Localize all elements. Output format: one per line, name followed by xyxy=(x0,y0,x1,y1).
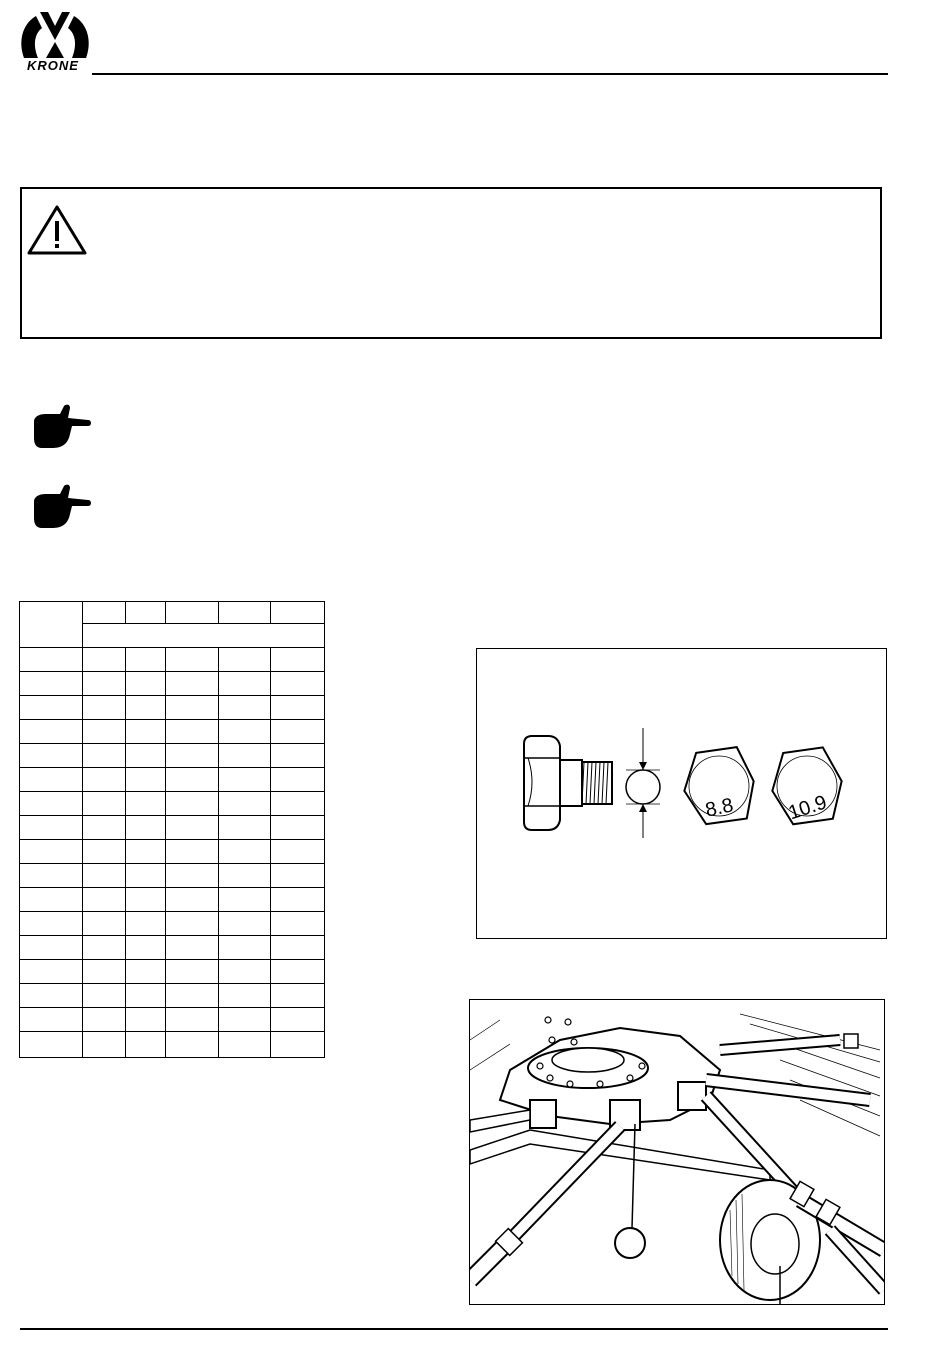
footer-rule xyxy=(20,1328,888,1330)
table-cell xyxy=(166,912,219,936)
table-row xyxy=(20,792,325,816)
table-cell xyxy=(83,984,126,1008)
table-cell xyxy=(20,744,83,768)
grade-label-left: 8.8 xyxy=(703,794,736,822)
table-cell xyxy=(126,648,166,672)
table-cell xyxy=(166,936,219,960)
table-cell xyxy=(126,960,166,984)
table-cell xyxy=(126,792,166,816)
table-cell xyxy=(83,696,126,720)
pointing-hand-icon xyxy=(30,484,92,530)
table-cell xyxy=(271,840,325,864)
table-cell xyxy=(20,672,83,696)
pointing-hand-icon xyxy=(30,404,92,450)
table-cell xyxy=(20,912,83,936)
table-row xyxy=(20,912,325,936)
table-cell xyxy=(219,816,271,840)
table-cell xyxy=(83,912,126,936)
warning-box xyxy=(20,187,882,339)
table-cell xyxy=(126,602,166,624)
table-cell xyxy=(219,792,271,816)
table-cell xyxy=(219,648,271,672)
table-cell xyxy=(166,792,219,816)
table-cell xyxy=(271,768,325,792)
table-cell xyxy=(219,768,271,792)
table-cell xyxy=(166,1008,219,1032)
table-cell xyxy=(20,984,83,1008)
table-row xyxy=(20,984,325,1008)
table-cell xyxy=(271,792,325,816)
table-cell xyxy=(271,672,325,696)
table-cell xyxy=(166,816,219,840)
table-cell xyxy=(126,696,166,720)
callout-circle-icon xyxy=(615,1228,645,1258)
torque-table xyxy=(19,601,325,1058)
table-cell xyxy=(83,1008,126,1032)
table-row xyxy=(20,1008,325,1032)
table-cell xyxy=(166,864,219,888)
table-cell xyxy=(126,840,166,864)
table-cell xyxy=(166,648,219,672)
table-cell xyxy=(126,912,166,936)
table-cell xyxy=(83,672,126,696)
table-cell xyxy=(83,602,126,624)
table-cell xyxy=(219,672,271,696)
table-cell xyxy=(219,744,271,768)
table-cell xyxy=(219,912,271,936)
table-cell xyxy=(83,816,126,840)
table-cell xyxy=(271,696,325,720)
table-cell xyxy=(20,840,83,864)
diameter-circle xyxy=(626,770,660,804)
table-header-row xyxy=(20,602,325,624)
table-row xyxy=(20,696,325,720)
table-cell xyxy=(20,602,83,648)
table-cell xyxy=(126,864,166,888)
table-row xyxy=(20,648,325,672)
table-cell xyxy=(126,1032,166,1058)
table-cell xyxy=(83,720,126,744)
table-cell xyxy=(166,840,219,864)
table-cell xyxy=(20,1032,83,1058)
table-cell xyxy=(20,1008,83,1032)
machine-illustration xyxy=(470,1000,884,1304)
table-row xyxy=(20,936,325,960)
table-cell xyxy=(20,888,83,912)
grade-label-right: 10.9 xyxy=(785,791,830,825)
table-row xyxy=(20,1032,325,1058)
table-cell xyxy=(126,744,166,768)
table-cell xyxy=(83,888,126,912)
table-cell xyxy=(166,696,219,720)
table-cell xyxy=(271,720,325,744)
table-cell xyxy=(271,888,325,912)
table-cell xyxy=(126,936,166,960)
table-cell xyxy=(83,840,126,864)
table-cell xyxy=(83,960,126,984)
table-cell xyxy=(166,1032,219,1058)
table-cell xyxy=(219,1032,271,1058)
table-row xyxy=(20,768,325,792)
table-cell xyxy=(219,864,271,888)
table-row xyxy=(20,744,325,768)
table-cell xyxy=(271,744,325,768)
table-row xyxy=(20,720,325,744)
table-cell xyxy=(166,744,219,768)
table-cell xyxy=(126,672,166,696)
table-cell xyxy=(20,696,83,720)
table-cell xyxy=(83,864,126,888)
table-cell xyxy=(166,602,219,624)
table-cell xyxy=(271,864,325,888)
table-cell xyxy=(126,888,166,912)
table-cell xyxy=(126,720,166,744)
table-cell xyxy=(219,720,271,744)
warning-triangle-icon xyxy=(26,204,88,256)
table-cell xyxy=(20,648,83,672)
table-cell xyxy=(271,1008,325,1032)
table-row xyxy=(20,864,325,888)
table-row xyxy=(20,960,325,984)
table-cell xyxy=(83,768,126,792)
table-cell xyxy=(219,696,271,720)
table-cell xyxy=(20,768,83,792)
table-cell xyxy=(83,624,325,648)
table-cell xyxy=(83,1032,126,1058)
table-row xyxy=(20,888,325,912)
table-cell xyxy=(166,960,219,984)
table-cell xyxy=(219,984,271,1008)
brand-name: KRONE xyxy=(27,58,79,73)
table-cell xyxy=(83,648,126,672)
table-row xyxy=(20,816,325,840)
table-cell xyxy=(20,864,83,888)
bolt-head xyxy=(524,736,560,830)
table-cell xyxy=(20,816,83,840)
table-cell xyxy=(166,888,219,912)
table-cell xyxy=(271,912,325,936)
table-cell xyxy=(219,936,271,960)
table-cell xyxy=(271,960,325,984)
table-cell xyxy=(271,984,325,1008)
table-cell xyxy=(166,768,219,792)
table-cell xyxy=(166,720,219,744)
table-cell xyxy=(219,888,271,912)
table-cell xyxy=(20,960,83,984)
table-cell xyxy=(219,602,271,624)
table-cell xyxy=(83,792,126,816)
table-cell xyxy=(126,1008,166,1032)
table-cell xyxy=(20,792,83,816)
table-cell xyxy=(166,672,219,696)
table-cell xyxy=(219,960,271,984)
table-cell xyxy=(271,936,325,960)
table-cell xyxy=(126,816,166,840)
table-cell xyxy=(219,840,271,864)
table-cell xyxy=(219,1008,271,1032)
table-cell xyxy=(271,648,325,672)
table-cell xyxy=(271,602,325,624)
table-cell xyxy=(271,1032,325,1058)
table-cell xyxy=(126,984,166,1008)
table-cell xyxy=(166,984,219,1008)
table-row xyxy=(20,672,325,696)
table-cell xyxy=(20,936,83,960)
table-cell xyxy=(83,936,126,960)
bolt-diagram xyxy=(476,648,887,939)
table-cell xyxy=(83,744,126,768)
table-cell xyxy=(126,768,166,792)
table-cell xyxy=(271,816,325,840)
table-row xyxy=(20,840,325,864)
table-cell xyxy=(20,720,83,744)
header-rule xyxy=(92,73,888,75)
